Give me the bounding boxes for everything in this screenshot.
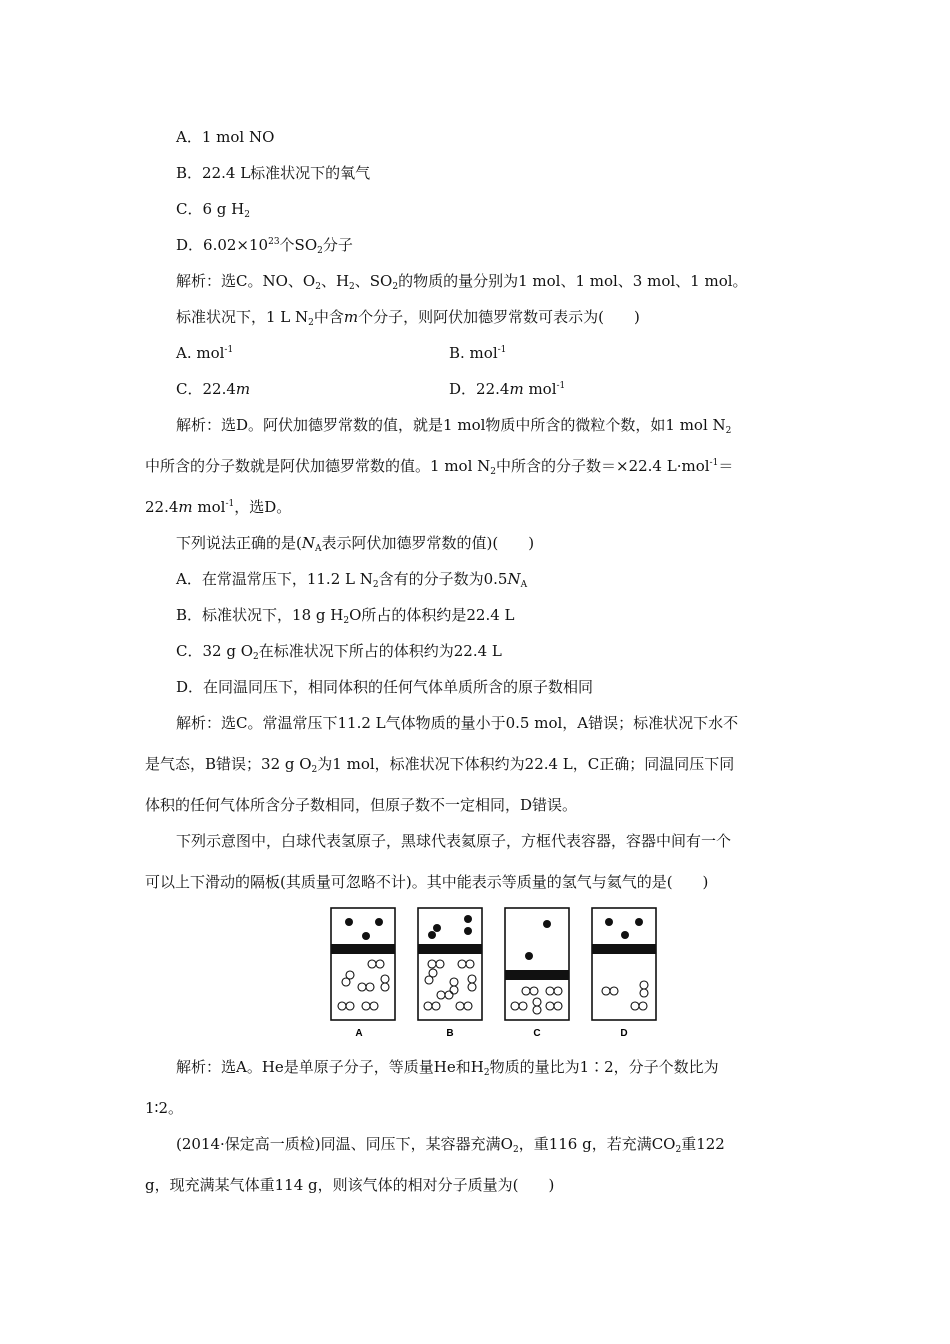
h-atom bbox=[533, 1006, 541, 1014]
text: ，选D。 bbox=[234, 498, 292, 516]
subscript: 2 bbox=[512, 1145, 519, 1155]
text: 22.4 bbox=[145, 498, 179, 516]
text: 下列说法正确的是( bbox=[176, 534, 302, 552]
h-atom bbox=[437, 991, 445, 999]
text: 解析：选D。阿伏加德罗常数的值，就是1 mol物质中所含的微粒个数，如1 mol N bbox=[176, 416, 726, 434]
text: B．22.4 L标准状况下的氧气 bbox=[176, 164, 371, 182]
h-atom bbox=[428, 960, 436, 968]
subscript: 2 bbox=[349, 282, 355, 292]
text: 含有的分子数为0.5 bbox=[378, 570, 508, 588]
analysis-4-line2 bbox=[145, 1098, 183, 1118]
label-b: B bbox=[446, 1028, 454, 1039]
h-atom bbox=[546, 987, 554, 995]
h-atom bbox=[346, 1002, 354, 1010]
h-atom bbox=[362, 1002, 370, 1010]
variable-n: N bbox=[301, 534, 315, 552]
he-atom bbox=[621, 931, 629, 939]
analysis-3-line2 bbox=[145, 754, 734, 774]
subscript: 2 bbox=[372, 580, 379, 590]
he-atom bbox=[433, 924, 441, 932]
text: O所占的体积约是22.4 L bbox=[349, 606, 515, 624]
he-atom bbox=[525, 952, 533, 960]
he-atom bbox=[543, 920, 551, 928]
h-atom bbox=[554, 1002, 562, 1010]
h-atom bbox=[450, 986, 458, 994]
he-atom bbox=[345, 918, 353, 926]
he-atom bbox=[464, 915, 472, 923]
container-a bbox=[331, 908, 395, 1039]
text: 解析：选C。NO、O bbox=[176, 272, 316, 290]
partition bbox=[331, 944, 395, 954]
h-atom bbox=[533, 998, 541, 1006]
subscript: 2 bbox=[244, 210, 250, 220]
text: 个SO bbox=[279, 236, 318, 254]
text: ＝ bbox=[718, 457, 734, 475]
subscript: 2 bbox=[253, 652, 259, 662]
h-atom bbox=[338, 1002, 346, 1010]
h-atom bbox=[602, 987, 610, 995]
h-atom bbox=[610, 987, 618, 995]
h-atom bbox=[522, 987, 530, 995]
h-atom bbox=[346, 971, 354, 979]
text: 、H bbox=[320, 272, 350, 290]
option-c-1 bbox=[176, 199, 250, 219]
question-4-line1 bbox=[176, 831, 731, 851]
text: 下列示意图中，白球代表氢原子，黑球代表氦原子，方框代表容器，容器中间有一个 bbox=[176, 832, 732, 850]
text: 的物质的量分别为1 mol、1 mol、3 mol、1 mol。 bbox=[398, 272, 748, 290]
h-atom bbox=[530, 987, 538, 995]
h-atom bbox=[370, 1002, 378, 1010]
text: D．6.02×10 bbox=[176, 236, 269, 254]
text: D．22.4 bbox=[449, 380, 510, 398]
h-atom bbox=[546, 1002, 554, 1010]
superscript: -1 bbox=[497, 345, 507, 355]
text: 物质的量比为1∶2，分子个数比为 bbox=[489, 1058, 719, 1076]
variable-m: m bbox=[509, 380, 524, 398]
text: 个分子，则阿伏加德罗常数可表示为( ) bbox=[358, 308, 640, 326]
variable-n: N bbox=[507, 570, 521, 588]
text: 重122 bbox=[681, 1135, 725, 1153]
h-atom bbox=[450, 978, 458, 986]
subscript: 2 bbox=[725, 426, 732, 436]
variable-m: m bbox=[178, 498, 193, 516]
h-atom bbox=[511, 1002, 519, 1010]
text: C．6 g H bbox=[176, 200, 245, 218]
text: 体积的任何气体所含分子数相同，但原子数不一定相同，D错误。 bbox=[145, 796, 578, 814]
analysis-2-line2 bbox=[145, 456, 733, 476]
subscript: 2 bbox=[317, 246, 323, 256]
h-atom bbox=[424, 1002, 432, 1010]
text: g，现充满某气体重114 g，则该气体的相对分子质量为( ) bbox=[145, 1176, 555, 1194]
question-3 bbox=[176, 533, 534, 553]
h-atom bbox=[640, 981, 648, 989]
text: mol bbox=[192, 498, 226, 516]
text: 分子 bbox=[322, 236, 353, 254]
he-atom bbox=[635, 918, 643, 926]
option-d-2 bbox=[449, 379, 565, 399]
analysis-2-line3 bbox=[145, 497, 291, 517]
h-atom bbox=[456, 1002, 464, 1010]
option-c-3 bbox=[176, 641, 502, 661]
text: 解析：选A。He是单原子分子，等质量He和H bbox=[176, 1058, 484, 1076]
container-c bbox=[505, 908, 569, 1039]
h-atom bbox=[464, 1002, 472, 1010]
text: 解析：选C。常温常压下11.2 L气体物质的量小于0.5 mol，A错误；标准状况下水不 bbox=[176, 714, 739, 732]
h-atom bbox=[376, 960, 384, 968]
he-atom bbox=[605, 918, 613, 926]
container-box bbox=[505, 908, 569, 1020]
h-atom bbox=[519, 1002, 527, 1010]
text: 在标准状况下所占的体积约为22.4 L bbox=[258, 642, 502, 660]
h-atom bbox=[640, 989, 648, 997]
text: C．22.4 bbox=[176, 380, 236, 398]
variable-m: m bbox=[235, 380, 251, 398]
h-atom bbox=[639, 1002, 647, 1010]
text: 是气态，B错误；32 g O bbox=[145, 755, 312, 773]
text: 中所含的分子数＝×22.4 L·mol bbox=[496, 457, 710, 475]
superscript: -1 bbox=[709, 458, 719, 468]
text: A．在常温常压下，11.2 L N bbox=[176, 570, 373, 588]
h-atom bbox=[432, 1002, 440, 1010]
superscript: -1 bbox=[224, 345, 234, 355]
question-5-line1 bbox=[176, 1134, 725, 1154]
text: 中含 bbox=[313, 308, 344, 326]
h-atom bbox=[445, 991, 453, 999]
option-d-3 bbox=[176, 677, 593, 697]
option-c-2 bbox=[176, 379, 250, 399]
subscript: 2 bbox=[392, 282, 399, 292]
h-atom bbox=[466, 960, 474, 968]
text: B. mol bbox=[449, 344, 498, 362]
question-4-line2 bbox=[145, 872, 708, 892]
label-d: D bbox=[620, 1028, 628, 1039]
text: 可以上下滑动的隔板(其质量可忽略不计)。其中能表示等质量的氢气与氦气的是( ) bbox=[145, 873, 709, 891]
h-atom bbox=[468, 975, 476, 983]
container-diagram bbox=[328, 905, 658, 1040]
subscript: A bbox=[314, 544, 322, 554]
analysis-1 bbox=[176, 271, 748, 291]
he-atom bbox=[362, 932, 370, 940]
label-c: C bbox=[533, 1028, 541, 1039]
subscript: 2 bbox=[315, 282, 321, 292]
option-b-1 bbox=[176, 163, 370, 183]
h-atom bbox=[429, 969, 437, 977]
analysis-3-line1 bbox=[176, 713, 738, 733]
option-a-1 bbox=[176, 127, 274, 147]
subscript: 2 bbox=[308, 318, 314, 328]
partition bbox=[418, 944, 482, 954]
text: (2014·保定高一质检)同温、同压下，某容器充满O bbox=[176, 1135, 513, 1153]
h-atom bbox=[458, 960, 466, 968]
analysis-2-line1 bbox=[176, 415, 731, 435]
subscript: 2 bbox=[343, 616, 350, 626]
text: D．在同温同压下，相同体积的任何气体单质所含的原子数相同 bbox=[176, 678, 594, 696]
h-atom bbox=[366, 983, 374, 991]
text: 1∶2。 bbox=[145, 1099, 183, 1117]
option-b-2 bbox=[449, 343, 506, 363]
text: 为1 mol，标准状况下体积约为22.4 L，C正确；同温同压下同 bbox=[317, 755, 735, 773]
subscript: 2 bbox=[311, 765, 318, 775]
superscript: -1 bbox=[225, 499, 235, 509]
variable-m: m bbox=[343, 308, 359, 326]
text: 标准状况下，1 L N bbox=[176, 308, 309, 326]
text: 、SO bbox=[354, 272, 393, 290]
text: 表示阿伏加德罗常数的值)( ) bbox=[321, 534, 535, 552]
text: A．1 mol NO bbox=[176, 128, 275, 146]
option-d-1 bbox=[176, 235, 353, 255]
superscript: 23 bbox=[268, 237, 280, 247]
subscript: A bbox=[520, 580, 528, 590]
analysis-3-line3 bbox=[145, 795, 577, 815]
text: ，重116 g，若充满CO bbox=[518, 1135, 676, 1153]
analysis-4-line1 bbox=[176, 1057, 719, 1077]
text: 中所含的分子数就是阿伏加德罗常数的值。1 mol N bbox=[145, 457, 491, 475]
option-a-2 bbox=[176, 343, 233, 363]
partition bbox=[592, 944, 656, 954]
text: A. mol bbox=[176, 344, 225, 362]
h-atom bbox=[381, 975, 389, 983]
text: B．标准状况下，18 g H bbox=[176, 606, 344, 624]
label-a: A bbox=[355, 1028, 363, 1039]
subscript: 2 bbox=[675, 1145, 682, 1155]
option-a-3 bbox=[176, 569, 527, 589]
he-atom bbox=[375, 918, 383, 926]
subscript: 2 bbox=[490, 467, 496, 477]
option-b-3 bbox=[176, 605, 515, 625]
h-atom bbox=[468, 983, 476, 991]
h-atom bbox=[554, 987, 562, 995]
h-atom bbox=[381, 983, 389, 991]
h-atom bbox=[358, 983, 366, 991]
partition bbox=[505, 970, 569, 980]
he-atom bbox=[464, 927, 472, 935]
text: C．32 g O bbox=[176, 642, 253, 660]
container-b bbox=[418, 908, 482, 1039]
subscript: 2 bbox=[483, 1068, 490, 1078]
he-atom bbox=[428, 931, 436, 939]
h-atom bbox=[436, 960, 444, 968]
h-atom bbox=[368, 960, 376, 968]
question-2 bbox=[176, 307, 640, 327]
superscript: -1 bbox=[556, 381, 566, 391]
container-d bbox=[592, 908, 656, 1039]
h-atom bbox=[631, 1002, 639, 1010]
text: mol bbox=[523, 380, 557, 398]
question-5-line2 bbox=[145, 1175, 554, 1195]
